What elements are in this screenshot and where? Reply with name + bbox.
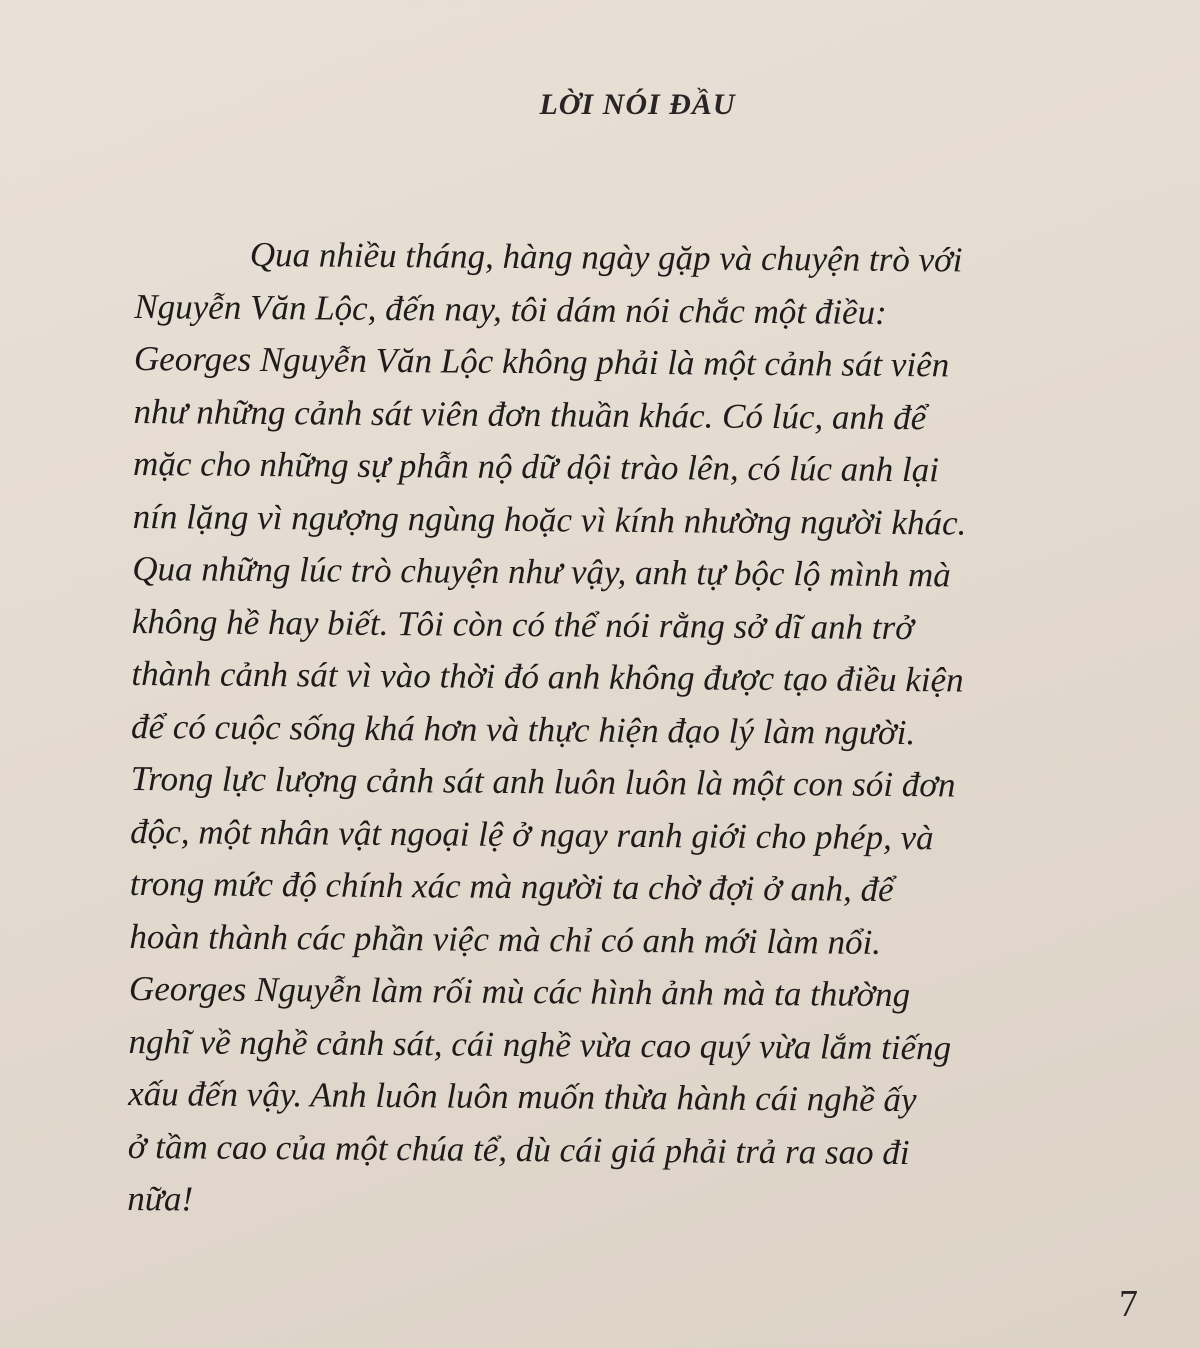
text-line: mặc cho những sự phẫn nộ dữ dội trào lên, có lúc anh lại xyxy=(132,443,940,490)
text-line: Trong lực lượng cảnh sát anh luôn luôn là một con sói đơn xyxy=(130,758,956,805)
text-line: xấu đến vậy. Anh luôn luôn muốn thừa hành cái nghề ấy xyxy=(128,1073,917,1120)
text-line: Nguyễn Văn Lộc, đến nay, tôi dám nói chắc một điều: xyxy=(134,286,887,332)
text-line: để có cuộc sống khá hơn và thực hiện đạo lý làm người. xyxy=(130,706,916,752)
text-line: nghĩ về nghề cảnh sát, cái nghề vừa cao quý vừa lắm tiếng xyxy=(128,1021,952,1067)
body-paragraph xyxy=(127,228,1135,1233)
text-line: độc, một nhân vật ngoại lệ ở ngay ranh giới cho phép, và xyxy=(130,811,934,857)
text-line: Qua những lúc trò chuyện như vậy, anh tự bộc lộ mình mà xyxy=(132,548,951,595)
text-line: thành cảnh sát vì vào thời đó anh không được tạo điều kiện xyxy=(131,653,964,700)
text-line: trong mức độ chính xác mà người ta chờ đợi ở anh, để xyxy=(129,863,894,909)
text-line: như những cảnh sát viên đơn thuần khác. Có lúc, anh để xyxy=(133,391,927,437)
text-line: nữa! xyxy=(127,1178,194,1219)
text-line: hoàn thành các phần việc mà chỉ có anh mới làm nổi. xyxy=(129,916,882,962)
page-title: LỜI NÓI ĐẦU xyxy=(539,88,736,121)
text-line: Qua nhiều tháng, hàng ngày gặp và chuyện trò với xyxy=(249,234,963,280)
text-line: nín lặng vì ngượng ngùng hoặc vì kính nhường người khác. xyxy=(132,496,967,543)
text-line: không hề hay biết. Tôi còn có thể nói rằng sở dĩ anh trở xyxy=(131,601,915,647)
text-line: Georges Nguyễn Văn Lộc không phải là một cảnh sát viên xyxy=(133,338,950,385)
text-line: Georges Nguyễn làm rối mù các hình ảnh mà ta thường xyxy=(128,968,911,1015)
text-line: ở tầm cao của một chúa tể, dù cái giá phải trả ra sao đi xyxy=(127,1126,910,1172)
page-number: 7 xyxy=(1119,1283,1138,1325)
